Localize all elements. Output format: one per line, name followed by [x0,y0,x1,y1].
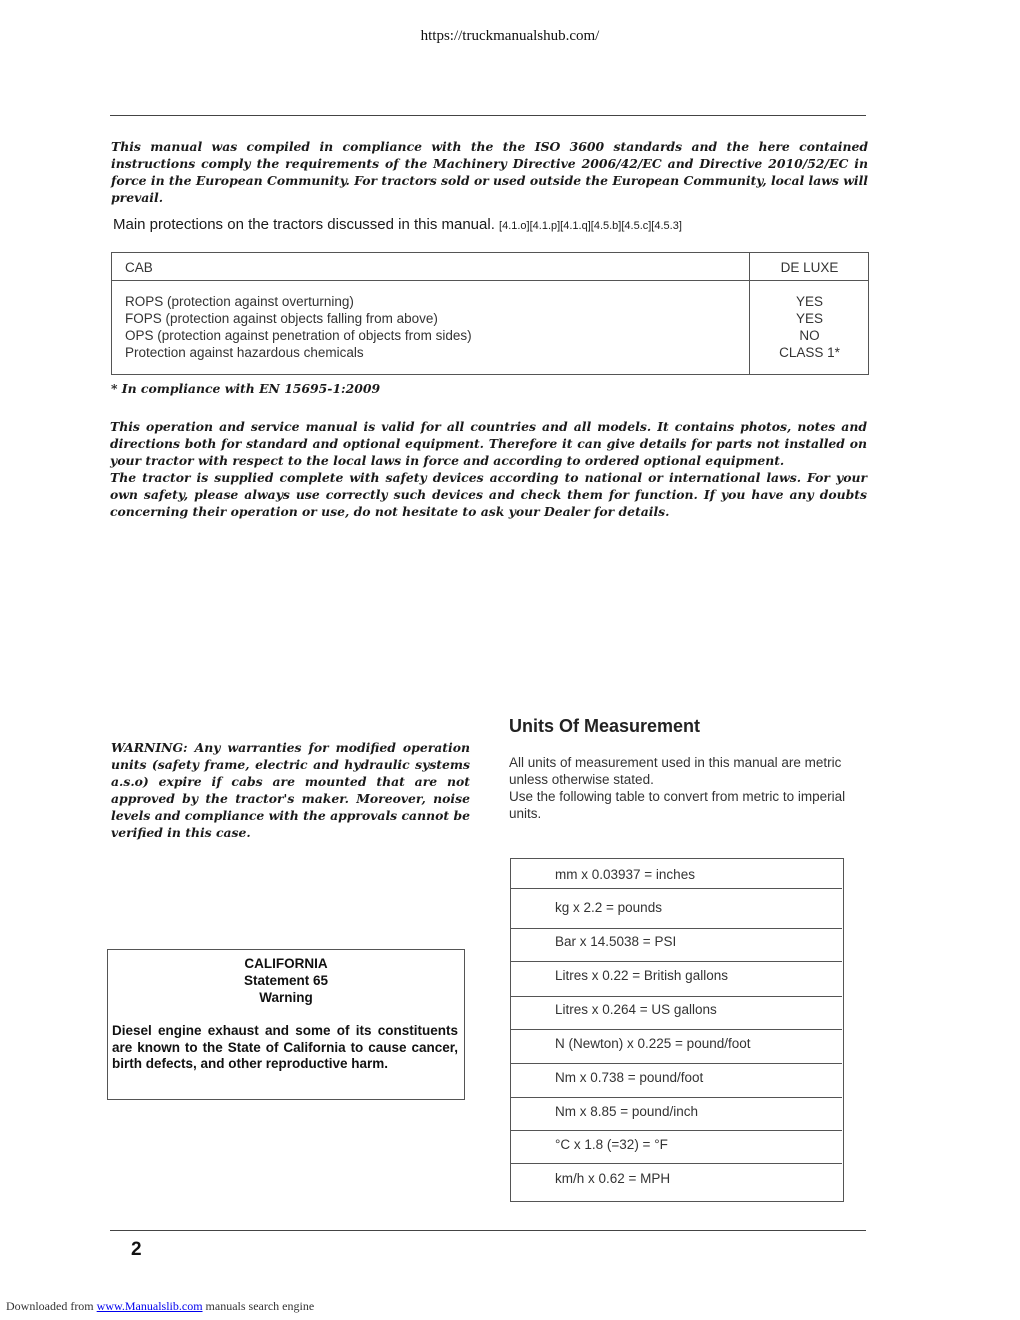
protection-values [750,293,869,361]
conversion-row [511,1163,842,1197]
conversion-text: N (Newton) x 0.225 = pound/foot [555,1036,751,1051]
california-statement: Statement 65 [243,973,329,988]
conversion-text: Nm x 0.738 = pound/foot [555,1070,704,1085]
conversion-text: Litres x 0.22 = British gallons [555,968,728,983]
protection-value: CLASS 1* [779,345,840,360]
units-intro-line-1: All units of measurement used in this manual are metric unless otherwise stated. [509,755,842,787]
california-heading [108,955,464,1006]
footer-suffix: manuals search engine [205,1299,315,1313]
manualslib-link[interactable]: www.Manualslib.com [96,1299,203,1313]
california-title: CALIFORNIA [244,956,328,971]
protection-label: Protection against hazardous chemicals [125,345,364,360]
conversion-row [511,1129,842,1163]
protections-table [111,252,869,375]
conversion-text: kg x 2.2 = pounds [555,900,662,915]
bottom-divider [110,1230,866,1231]
conversion-text: km/h x 0.62 = MPH [555,1171,671,1186]
validity-paragraph-1: This operation and service manual is valid for all countries and all models. It contains photos, notes and directions both for standard and optional equipment. Therefore it can give details for parts not installed on your tractor with respect to the local laws in force and according to ordered optional equipment. [110,419,867,468]
conversion-text: mm x 0.03937 = inches [555,867,695,882]
california-warning-box [107,949,465,1100]
california-warning-label: Warning [259,990,313,1005]
conversion-row [511,1096,842,1130]
top-divider [110,115,866,116]
table-footnote: * In compliance with EN 15695-1:2009 [111,381,381,396]
page-number: 2 [131,1239,142,1260]
row-divider [511,888,842,889]
protections-refs: [4.1.o][4.1.p][4.1.q][4.5.b][4.5.c][4.5.3] [499,220,682,232]
conversion-row [511,994,842,1028]
footer-prefix: Downloaded from [6,1299,94,1313]
protection-value: NO [799,328,820,343]
conversion-text: Nm x 8.85 = pound/inch [555,1104,698,1119]
compliance-note: This manual was compiled in compliance with the the ISO 3600 standards and the here contained instructions comply the requirements of the Machinery Directive 2006/42/EC and Directive 2010/52/EC in force in the European Community. For tractors sold or used outside the European Community, local laws will prevail. [111,139,868,205]
protection-label: FOPS (protection against objects falling from above) [125,311,438,326]
protection-label: ROPS (protection against overturning) [125,294,354,309]
warning-note: WARNING: Any warranties for modified operation units (safety frame, electric and hydraulic systems a.s.o) expire if cabs are mounted that are not approved by the tractor's maker. Moreover, noise levels and compliance with the approvals cannot be verified in this case. [111,740,470,840]
units-intro-line-2: Use the following table to convert from metric to imperial units. [509,789,846,821]
header-cab: CAB [125,260,153,275]
protection-value: YES [795,311,823,326]
conversion-row [511,926,842,960]
units-conversion-table [510,858,844,1202]
validity-paragraph-2: The tractor is supplied complete with safety devices according to national or international laws. For your own safety, please always use correctly such devices and check them for function. If you have any doubts concerning their operation or use, do not hesitate to ask your Dealer for details. [110,470,867,519]
header-url: https://truckmanualshub.com/ [420,28,600,44]
units-heading: Units Of Measurement [509,716,701,736]
protection-value: YES [795,294,823,309]
conversion-text: Bar x 14.5038 = PSI [555,934,677,949]
conversion-row [511,960,842,994]
conversion-row [511,1062,842,1096]
header-de-luxe: DE LUXE [780,260,839,275]
footer-download-note [6,1299,314,1314]
protections-caption-text: Main protections on the tractors discussed in this manual. [113,216,495,233]
california-body: Diesel engine exhaust and some of its constituents are known to the State of California to cause cancer, birth defects, and other reproductive harm. [112,1023,458,1072]
units-intro [509,754,867,822]
protection-labels [125,293,472,361]
protection-label: OPS (protection against penetration of objects from sides) [125,328,472,343]
conversion-row [511,892,842,926]
validity-note [110,418,867,520]
conversion-row [511,1028,842,1062]
protections-caption [113,216,682,233]
conversion-text: Litres x 0.264 = US gallons [555,1002,717,1017]
conversion-text: °C x 1.8 (=32) = °F [555,1137,668,1152]
